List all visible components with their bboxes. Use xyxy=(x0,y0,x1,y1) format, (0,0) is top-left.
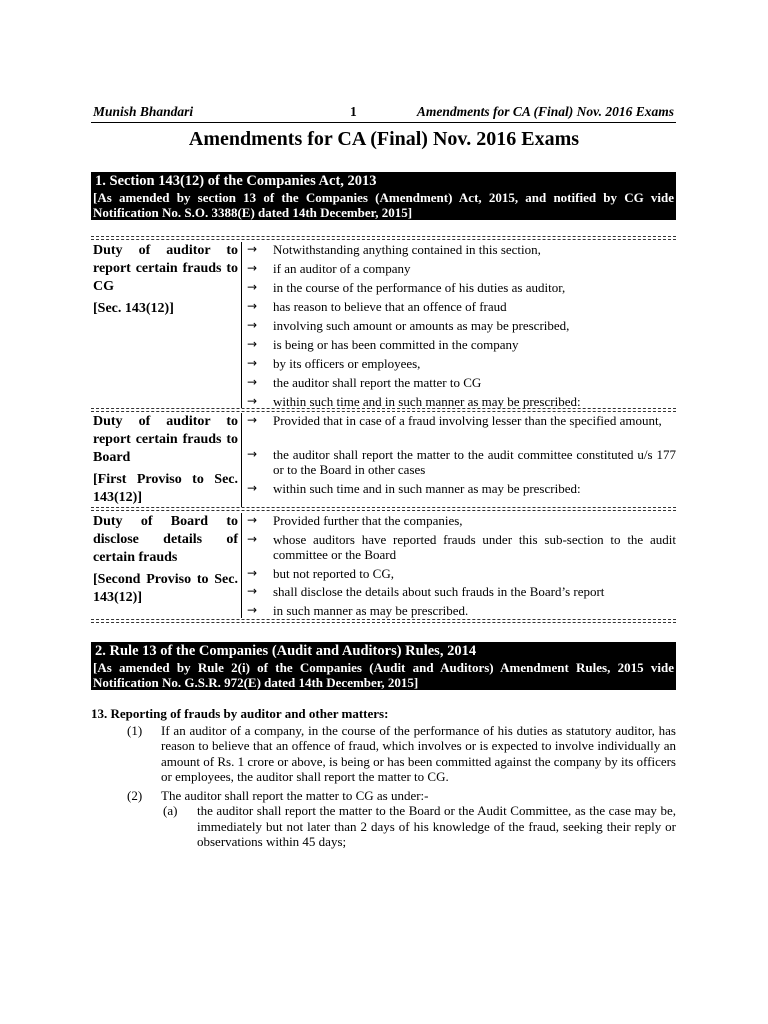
arrow-right-icon: → xyxy=(247,242,258,256)
arrow-right-icon: → xyxy=(247,603,258,617)
block-2-ref: [First Proviso to Sec. 143(12)] xyxy=(93,472,238,505)
block-2-label-text: Duty of auditor to report certain frauds to Board xyxy=(93,414,238,465)
para-2-number: (2) xyxy=(127,787,143,803)
rule-13-title: 13. Reporting of frauds by auditor and other matters: xyxy=(91,706,389,721)
para-2 xyxy=(127,787,676,804)
arrow-right-icon: → xyxy=(247,584,258,598)
arrow-right-icon: → xyxy=(247,375,258,389)
section2-body xyxy=(91,706,676,850)
block-1-label-text: Duty of auditor to report certain frauds to CG xyxy=(93,243,238,294)
header-title: Amendments for CA (Final) Nov. 2016 Exams xyxy=(416,104,674,119)
divider xyxy=(91,619,676,620)
section1-block-2 xyxy=(91,413,676,507)
block-3-label-text: Duty of Board to disclose details of certain frauds xyxy=(93,514,238,565)
list-item: → in the course of the performance of his duties as auditor, xyxy=(247,280,566,295)
list-item: → within such time and in such manner as may be prescribed: xyxy=(247,394,581,409)
list-item: → Provided further that the companies, xyxy=(247,513,463,528)
arrow-right-icon: → xyxy=(247,413,258,427)
block-2-vline xyxy=(241,413,242,507)
subpara-a-text: the auditor shall report the matter to the Board or the Audit Committee, as the case may be, immediately but not later than 2 days of his knowledge of the fraud, seeking their reply or observations within 45 days; xyxy=(197,803,676,849)
list-item: → by its officers or employees, xyxy=(247,356,421,371)
divider xyxy=(91,239,676,240)
arrow-right-icon: → xyxy=(247,532,258,546)
divider xyxy=(91,507,676,508)
list-item: → the auditor shall report the matter to CG xyxy=(247,375,482,390)
list-item: → shall disclose the details about such frauds in the Board’s report xyxy=(247,584,605,599)
arrow-right-icon: → xyxy=(247,337,258,351)
page-title: Amendments for CA (Final) Nov. 2016 Exams xyxy=(188,128,580,150)
arrow-right-icon: → xyxy=(247,318,258,332)
list-item: → Provided that in case of a fraud involving lesser than the specified amount, xyxy=(247,413,662,428)
arrow-right-icon: → xyxy=(247,261,258,275)
para-1-number: (1) xyxy=(127,722,143,738)
arrow-right-icon: → xyxy=(247,299,258,313)
divider xyxy=(91,411,676,412)
arrow-right-icon: → xyxy=(247,513,258,527)
list-item: → within such time and in such manner as may be prescribed: xyxy=(247,481,581,496)
para-1-text: If an auditor of a company, in the course of the performance of his duties as statutory auditor, has reason to believe that an offence of fraud, which involves or is expected to involve individually an amount of Rs. 1 crore or above, is being or has been committed against the company by its officers or employees, the auditor shall report the matter to CG. xyxy=(161,722,676,784)
block-2-list xyxy=(243,413,676,497)
block-1-list xyxy=(243,242,676,409)
list-item: → the auditor shall report the matter to the audit committee constituted u/s 177 or to the Board in other cases xyxy=(247,447,676,477)
block-1-ref: [Sec. 143(12)] xyxy=(93,301,174,316)
list-item: → whose auditors have reported frauds under this sub-section to the audit committee or the Board xyxy=(247,532,676,562)
section1-block-1 xyxy=(91,242,676,408)
running-header xyxy=(91,103,676,123)
section2-subheading: [As amended by Rule 2(i) of the Companies (Audit and Auditors) Amendment Rules, 2015 vide Notification No. G.S.R. 972(E) dated 14th December, 2015] xyxy=(93,660,674,690)
header-page-number: 1 xyxy=(350,104,357,119)
arrow-right-icon: → xyxy=(247,356,258,370)
arrow-right-icon: → xyxy=(247,566,258,580)
list-item: → if an auditor of a company xyxy=(247,261,411,276)
list-item: → has reason to believe that an offence of fraud xyxy=(247,299,507,314)
block-1-label xyxy=(93,242,238,318)
divider xyxy=(91,408,676,409)
subpara-a-number: (a) xyxy=(163,803,178,818)
section1-banner xyxy=(91,172,676,220)
divider xyxy=(91,622,676,623)
block-3-vline xyxy=(241,513,242,618)
list-item: → in such manner as may be prescribed. xyxy=(247,603,469,618)
section1-block-3 xyxy=(91,513,676,618)
list-item: → but not reported to CG, xyxy=(247,566,394,581)
block-3-list xyxy=(243,513,676,618)
header-author: Munish Bhandari xyxy=(93,104,194,119)
divider xyxy=(91,236,676,237)
divider xyxy=(91,510,676,511)
section2-banner xyxy=(91,642,676,690)
block-2-label xyxy=(93,413,238,507)
subpara-a xyxy=(163,803,676,850)
arrow-right-icon: → xyxy=(247,394,258,408)
list-item: → Notwithstanding anything contained in this section, xyxy=(247,242,541,257)
section1-subheading: [As amended by section 13 of the Companies (Amendment) Act, 2015, and notified by CG vide Notification No. S.O. 3388(E) dated 14th December, 2015] xyxy=(93,190,674,220)
block-1-vline xyxy=(241,242,242,408)
arrow-right-icon: → xyxy=(247,481,258,495)
para-2-text: The auditor shall report the matter to CG as under:- xyxy=(161,787,429,803)
section2-heading: 2. Rule 13 of the Companies (Audit and Auditors) Rules, 2014 xyxy=(95,643,477,659)
block-3-label xyxy=(93,513,238,607)
arrow-right-icon: → xyxy=(247,447,258,461)
para-1 xyxy=(127,722,676,785)
section1-heading: 1. Section 143(12) of the Companies Act, 2013 xyxy=(95,173,377,189)
list-item: → is being or has been committed in the company xyxy=(247,337,519,352)
block-3-ref: [Second Proviso to Sec. 143(12)] xyxy=(93,572,238,605)
arrow-right-icon: → xyxy=(247,280,258,294)
list-item: → involving such amount or amounts as may be prescribed, xyxy=(247,318,570,333)
